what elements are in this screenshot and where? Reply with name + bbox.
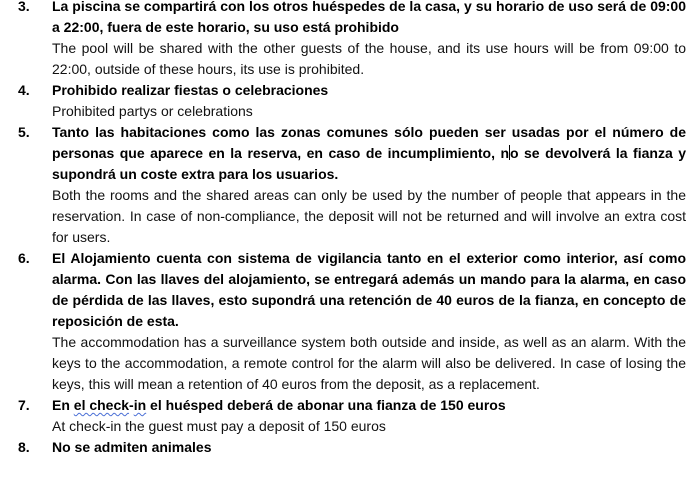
list-item bbox=[0, 248, 700, 395]
item-number: 6. bbox=[18, 250, 30, 266]
item-number: 4. bbox=[18, 82, 30, 98]
list-item bbox=[0, 395, 700, 437]
rule-spanish-part: En bbox=[52, 397, 74, 413]
rule-spanish-part: Tanto las habitaciones como las zonas comunes sólo pueden ser usadas por el número de personas que aparece en la reserva, en caso de incumplimiento, n bbox=[52, 124, 686, 161]
list-item bbox=[0, 0, 700, 80]
spelling-flag: in bbox=[133, 397, 147, 413]
item-number: 3. bbox=[18, 0, 30, 14]
list-item bbox=[0, 122, 700, 248]
rule-spanish: El Alojamiento cuenta con sistema de vigilancia tanto en el exterior como interior, así como alarma. Con las llaves del alojamiento, se entregará además un mando para la alarma, en caso de pérdida de las llaves, esto supondrá una retención de 40 euros de la fianza, en concepto de reposición de esta. bbox=[52, 250, 686, 329]
rule-spanish: No se admiten animales bbox=[52, 439, 212, 455]
item-number: 7. bbox=[18, 397, 30, 413]
list-item bbox=[0, 437, 700, 458]
rule-english: At check-in the guest must pay a deposit of 150 euros bbox=[52, 418, 386, 434]
rule-spanish: Prohibido realizar fiestas o celebraciones bbox=[52, 82, 329, 98]
rule-english: Both the rooms and the shared areas can only be used by the number of people that appears in the reservation. In case of non-compliance, the deposit will not be returned and will involve an extra cost for users. bbox=[52, 187, 686, 245]
rule-english: Prohibited partys or celebrations bbox=[52, 103, 253, 119]
rule-spanish-part: o se devolverá la fianza y supondrá un coste extra para los usuarios. bbox=[52, 145, 686, 182]
rule-spanish-part: - bbox=[129, 397, 134, 413]
rule-spanish-part: el huésped deberá de abonar una fianza de 150 euros bbox=[146, 397, 506, 413]
rule-english: The pool will be shared with the other guests of the house, and its use hours will be from 09:00 to 22:00, outside of these hours, its use is prohibited. bbox=[52, 40, 686, 77]
rule-english: The accommodation has a surveillance system both outside and inside, as well as an alarm. With the keys to the accommodation, a remote control for the alarm will also be delivered. In case of losing the keys, this will mean a retention of 40 euros from the deposit, as a replacement. bbox=[52, 334, 686, 392]
item-number: 5. bbox=[18, 124, 30, 140]
list-item bbox=[0, 80, 700, 122]
item-number: 8. bbox=[18, 439, 30, 455]
rule-spanish: La piscina se compartirá con los otros huéspedes de la casa, y su horario de uso será de 09:00 a 22:00, fuera de este horario, su uso está prohibido bbox=[52, 0, 686, 35]
spelling-flag: el check bbox=[73, 397, 130, 413]
rule-spanish bbox=[52, 395, 686, 416]
rule-spanish bbox=[52, 122, 686, 185]
